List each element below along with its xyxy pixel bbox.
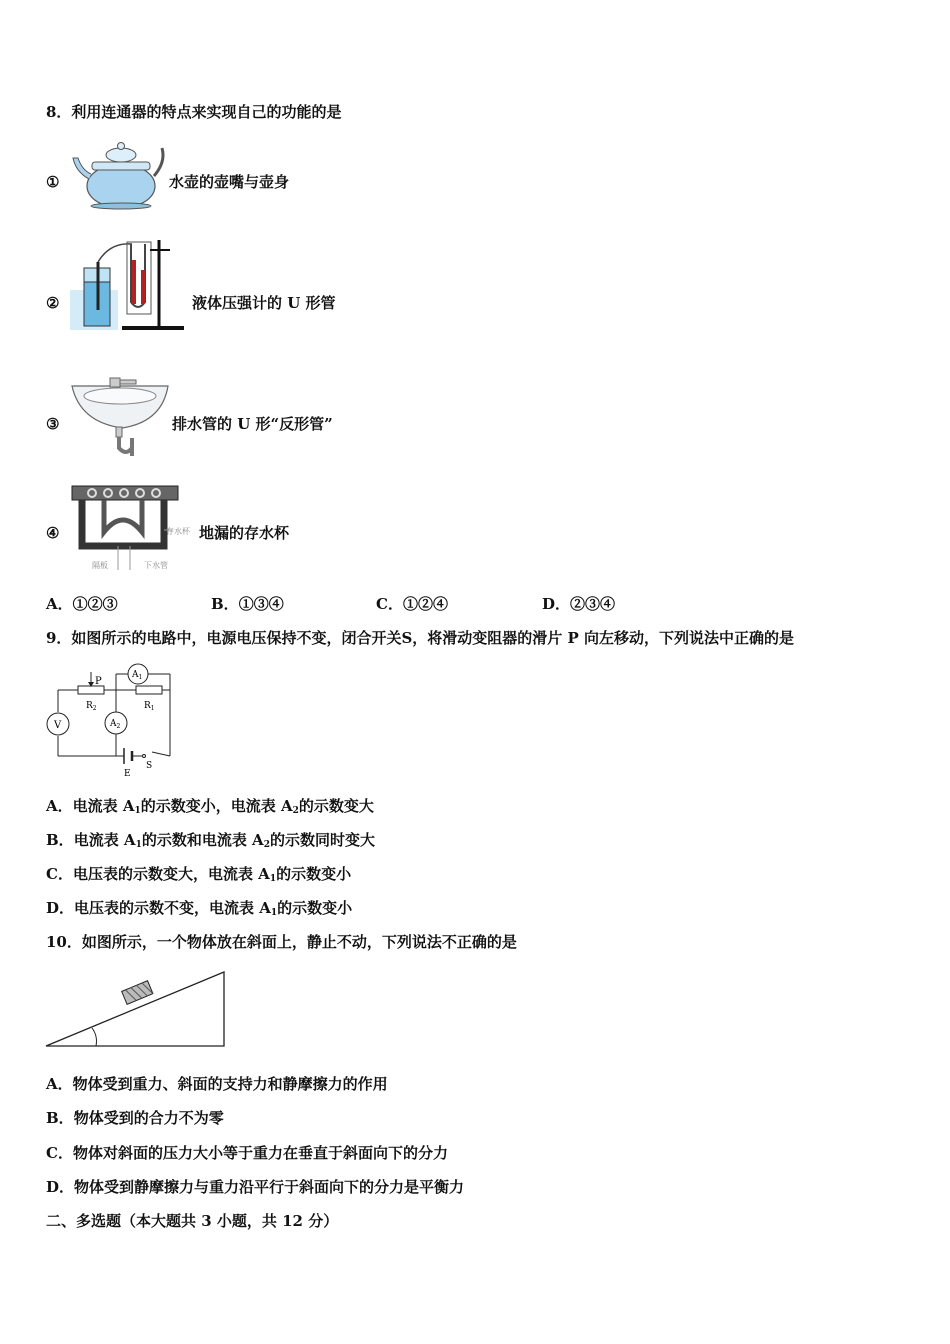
circuit-r2-label: $R_2$ — [86, 701, 97, 712]
q8-option-a-text: ①②③ — [72, 595, 118, 613]
q9-option-a-text3: 的示数变大 — [298, 797, 374, 815]
q10-option-c-letter: C． — [46, 1144, 73, 1162]
q8-item2-label: 液体压强计的 U 形管 — [192, 294, 336, 312]
q10-option-c[interactable] — [46, 1143, 448, 1163]
incline-diagram — [44, 966, 228, 1050]
q9-option-a-letter: A． — [46, 797, 73, 815]
q8-item4-num: ④ — [46, 524, 60, 542]
q8-item2-num: ② — [46, 294, 60, 312]
q8-item4-label: 地漏的存水杯 — [199, 524, 290, 542]
q9-option-d[interactable] — [46, 898, 352, 923]
q8-option-b[interactable] — [211, 594, 284, 614]
q8-item1-label: 水壶的壶嘴与壶身 — [169, 173, 290, 191]
q9-option-b-sub1: 1 — [135, 840, 142, 850]
q9-option-c-sub1: 1 — [269, 874, 277, 884]
q10-option-d[interactable] — [46, 1177, 464, 1197]
q10-option-a[interactable] — [46, 1074, 388, 1094]
q8-item3-num: ③ — [46, 415, 60, 433]
q8-option-a[interactable] — [46, 594, 118, 614]
q8-option-b-text: ①③④ — [238, 595, 284, 613]
q10-option-a-letter: A． — [46, 1075, 73, 1093]
q9-option-a-text2: 的示数变小，电流表 A — [140, 797, 293, 815]
q8-option-a-letter: A． — [46, 595, 73, 613]
circuit-diagram — [44, 660, 180, 780]
q9-option-d-text: 电压表的示数不变，电流表 A — [74, 899, 271, 917]
q9-option-b-text2: 的示数和电流表 A — [141, 831, 264, 849]
q10-option-d-letter: D． — [46, 1178, 75, 1196]
q8-option-d-text: ②③④ — [570, 595, 616, 613]
q8-stem: 8．利用连通器的特点来实现自己的功能的是 — [46, 103, 342, 121]
circuit-p-label: P — [95, 676, 102, 687]
q10-stem: 10．如图所示，一个物体放在斜面上，静止不动，下列说法不正确的是 — [46, 933, 517, 951]
q9-option-b[interactable] — [46, 830, 375, 855]
circuit-r1-label: $R_1$ — [144, 701, 155, 712]
q9-option-c-text: 电压表的示数变大，电流表 A — [72, 865, 270, 883]
q8-option-d-letter: D． — [542, 595, 571, 613]
q9-option-a[interactable] — [46, 796, 374, 821]
q8-item3-label: 排水管的 U 形“反形管” — [172, 415, 333, 433]
q10-option-b-letter: B． — [46, 1109, 74, 1127]
q10-option-a-text: 物体受到重力、斜面的支持力和静摩擦力的作用 — [72, 1075, 388, 1093]
battery-e-label: E — [124, 769, 131, 779]
q9-option-b-text3: 的示数同时变大 — [269, 831, 375, 849]
section-heading: 二、多选题（本大题共 3 小题，共 12 分） — [46, 1212, 339, 1230]
q8-option-c[interactable] — [376, 594, 448, 614]
teapot-figure — [70, 136, 165, 212]
q9-option-d-text2: 的示数变小 — [277, 899, 353, 917]
fig4-right-label: 下水管 — [144, 561, 168, 570]
q10-option-b-text: 物体受到的合力不为零 — [73, 1109, 224, 1127]
q9-option-d-sub1: 1 — [270, 908, 278, 918]
q9-option-c[interactable] — [46, 864, 351, 889]
ammeter-a1-label: $A_1$ — [132, 670, 143, 681]
q9-option-d-letter: D． — [46, 899, 75, 917]
q8-option-b-letter: B． — [211, 595, 239, 613]
q10-option-c-text: 物体对斜面的压力大小等于重力在垂直于斜面向下的分力 — [72, 1144, 448, 1162]
q10-option-d-text: 物体受到静摩擦力与重力沿平行于斜面向下的分力是平衡力 — [74, 1178, 465, 1196]
q9-option-c-letter: C． — [46, 865, 73, 883]
q9-option-a-text: 电流表 A — [72, 797, 135, 815]
manometer-figure — [70, 240, 190, 335]
q8-item1-num: ① — [46, 173, 60, 191]
q8-option-c-text: ①②④ — [402, 595, 448, 613]
sink-figure — [70, 376, 170, 456]
q9-stem: 9．如图所示的电路中，电源电压保持不变，闭合开关S，将滑动变阻器的滑片 P 向左移动，下列说法中正确的是 — [46, 629, 794, 647]
q9-option-a-sub1: 1 — [134, 806, 141, 816]
q9-option-c-text2: 的示数变小 — [276, 865, 352, 883]
q9-option-b-letter: B． — [46, 831, 74, 849]
ammeter-a2-label: $A_2$ — [110, 719, 121, 730]
q9-option-a-sub2: 2 — [292, 806, 299, 816]
switch-s-label: S — [146, 761, 153, 771]
q9-option-b-text: 电流表 A — [73, 831, 136, 849]
voltmeter-label: V — [54, 720, 62, 731]
fig4-left-label: 隔板 — [92, 561, 108, 570]
fig4-cup-label: 存水杯 — [166, 527, 190, 536]
floor-drain-figure — [68, 484, 200, 572]
q8-option-d[interactable] — [542, 594, 615, 614]
q8-option-c-letter: C． — [376, 595, 403, 613]
q9-option-b-sub2: 2 — [263, 840, 270, 850]
q10-option-b[interactable] — [46, 1108, 224, 1128]
